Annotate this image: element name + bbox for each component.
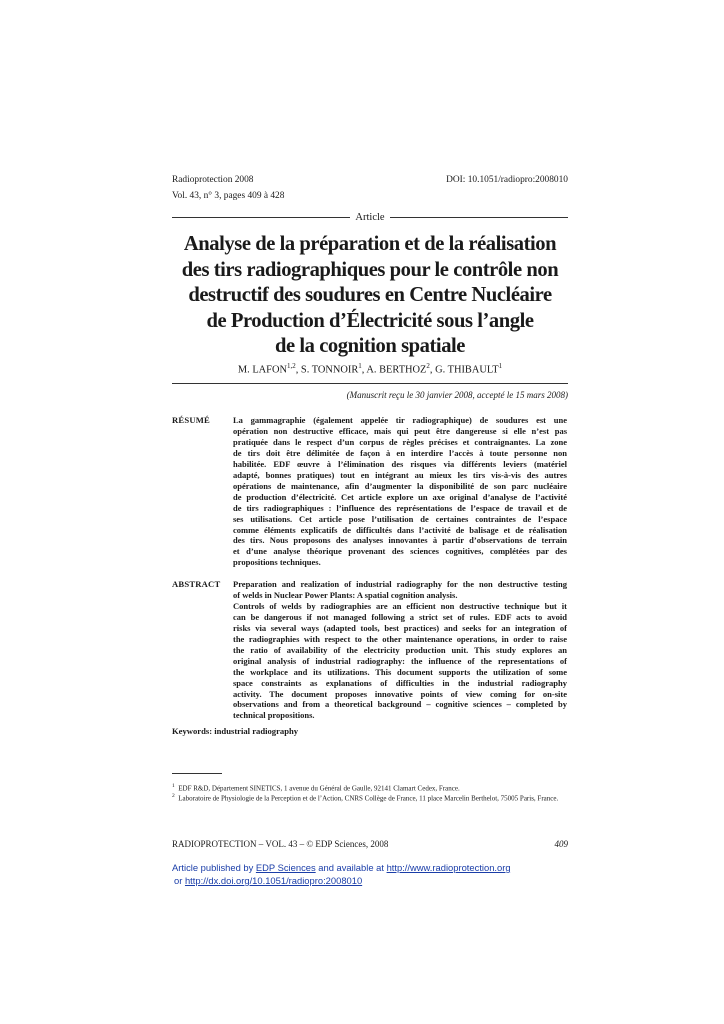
title-line: de Production d’Électricité sous l’angle bbox=[206, 309, 534, 332]
footnote-number: 1 bbox=[172, 783, 175, 789]
author-name: G. THIBAULT bbox=[435, 364, 499, 376]
abstract-line: Controls of welds by radiographies are an efficient non destructive technique but it bbox=[233, 600, 567, 611]
abstract-line: the radiographies with respect to the other maintenance operations, in order to raise bbox=[233, 633, 567, 644]
footnote-text: EDF R&D, Département SINETICS, 1 avenue du Général de Gaulle, 92141 Clamart Cedex, France. bbox=[178, 784, 460, 793]
resume-line: de tirs radiographiques : l’influence des représentations de l’espace de travail et de bbox=[233, 502, 567, 513]
title-line: de la cognition spatiale bbox=[275, 335, 465, 357]
resume-line: comme éléments explicatifs de difficultés dans l’activité de balisage et de réalisation bbox=[233, 524, 567, 535]
abstract-line: activity. The document proposes innovative points of view coming for on-site bbox=[233, 688, 567, 699]
received-dates: (Manuscrit reçu le 30 janvier 2008, accepté le 15 mars 2008) bbox=[346, 390, 568, 400]
resume-line: propositions techniques. bbox=[233, 557, 321, 568]
abstract-line: space constraints as explanations of difficulties in the industrial radiography bbox=[233, 677, 567, 688]
radioprotection-link[interactable]: http://www.radioprotection.org bbox=[386, 862, 511, 873]
resume-line: et d’une analyse théorique provenant des sciences cognitives, complétées par des bbox=[233, 546, 567, 557]
abstract-line: can be dangerous if not managed following a strict set of rules. EDF acts to avoid bbox=[233, 611, 567, 622]
abstract-title-line: Preparation and realization of industrial radiography for the non destructive testing bbox=[233, 579, 567, 589]
author-name: S. TONNOIR bbox=[300, 364, 359, 376]
abstract-line: original analysis of industrial radiography: the influence of the representations of bbox=[233, 655, 567, 666]
published-notice: Article published by EDP Sciences and available at http://www.radioprotection.org or http://dx.doi.org/10.1051/radiopro:2008010 bbox=[172, 862, 511, 886]
abstract-body bbox=[233, 579, 567, 721]
divider-rule-right bbox=[390, 217, 568, 218]
abstract-line: technical propositions. bbox=[233, 710, 315, 721]
resume-line: La gammagraphie (également appelée tir radiographique) de soudures est une bbox=[233, 415, 567, 425]
abstract-line: the workplace and its utilizations. This document supports the utilization of some bbox=[233, 666, 567, 677]
resume-line: opérations de maintenance, afin d’augmenter la disponibilité de son parc nucléaire bbox=[233, 480, 567, 491]
resume-line: adapté, bonnes pratiques) tout en intégrant au mieux les tirs vis-à-vis des autres bbox=[233, 469, 567, 480]
title-line: destructif des soudures en Centre Nucléaire bbox=[188, 284, 552, 306]
abstract-line: the ratio of availability of the electricity production unit. This study explores an bbox=[233, 644, 567, 655]
abstract-title-line: of welds in Nuclear Power Plants: A spatial cognition analysis. bbox=[233, 589, 458, 600]
resume-line: pratiquée dans le respect d’un corpus de règles précises et contraignantes. La zone bbox=[233, 436, 567, 447]
doi-link[interactable]: http://dx.doi.org/10.1051/radiopro:2008010 bbox=[184, 875, 363, 886]
abstract-line: risks via several ways (adapted tools, best practices) and seeks for an integration of bbox=[233, 622, 567, 633]
resume-body bbox=[233, 415, 567, 568]
resume-label: RÉSUMÉ bbox=[172, 415, 210, 425]
footnote-text: Laboratoire de Physiologie de la Perception et de l’Action, CNRS Collège de France, 11 place Marcelin Berthelot, 75005 Paris, France. bbox=[178, 794, 559, 803]
title-line: Analyse de la préparation et de la réalisation bbox=[183, 233, 557, 255]
title-line: des tirs radiographiques pour le contrôle non bbox=[181, 258, 559, 281]
article-title bbox=[160, 232, 580, 360]
edp-sciences-link[interactable]: EDP Sciences bbox=[255, 862, 316, 873]
resume-line: ses utilisations. Cet article pose l’utilisation de certaines contraintes de l’espace bbox=[233, 513, 567, 524]
author-affiliation: 1 bbox=[358, 362, 362, 370]
abstract-label: ABSTRACT bbox=[172, 579, 221, 589]
divider-rule-left bbox=[172, 217, 350, 218]
footer-journal: RADIOPROTECTION – VOL. 43 – © EDP Sciences, 2008 bbox=[172, 839, 389, 849]
footnote-rule bbox=[172, 773, 222, 774]
article-type-label: Article bbox=[355, 211, 385, 223]
author-affiliation: 1 bbox=[498, 362, 503, 370]
author-name: A. BERTHOZ bbox=[366, 364, 427, 376]
author-list: M. LAFON$^{1,2}$, S. TONNOIR$^1$, A. BERTHOZ$^2$, G. THIBAULT$^1$ bbox=[237, 362, 503, 376]
article-type-divider bbox=[172, 210, 568, 224]
footnote-number: 2 bbox=[172, 793, 175, 799]
keywords: Keywords: industrial radiography bbox=[172, 726, 299, 736]
author-affiliation: 2 bbox=[426, 362, 430, 370]
page-number: 409 bbox=[554, 839, 568, 849]
doi: DOI: 10.1051/radiopro:2008010 bbox=[446, 175, 568, 185]
footnote bbox=[172, 792, 568, 804]
resume-line: opération non destructive efficace, mais qui peut être dangereuse si elle n’est pas bbox=[233, 425, 567, 436]
journal-year: Radioprotection 2008 bbox=[172, 175, 254, 185]
resume-line: de production d’électricité. Cet article explore un axe original d’analyse de l’activité bbox=[233, 491, 567, 502]
resume-line: des tirs. Nous proposons des analyses innovantes à partir d’observations de terrain bbox=[233, 535, 567, 546]
volume-pages: Vol. 43, n° 3, pages 409 à 428 bbox=[172, 191, 285, 201]
resume-line: habilitée. EDF œuvre à l’élimination des risques via différents leviers (matériel bbox=[233, 458, 567, 469]
author-name: M. LAFON bbox=[237, 364, 287, 376]
authors-rule bbox=[172, 383, 568, 384]
abstract-line: observations and from a theoretical background – cognitive sciences – completed by bbox=[233, 699, 567, 710]
author-affiliation: 1,2 bbox=[286, 362, 296, 370]
resume-line: de tirs doit être délimitée de façon à en interdire l’accès à toute personne non bbox=[233, 447, 567, 458]
